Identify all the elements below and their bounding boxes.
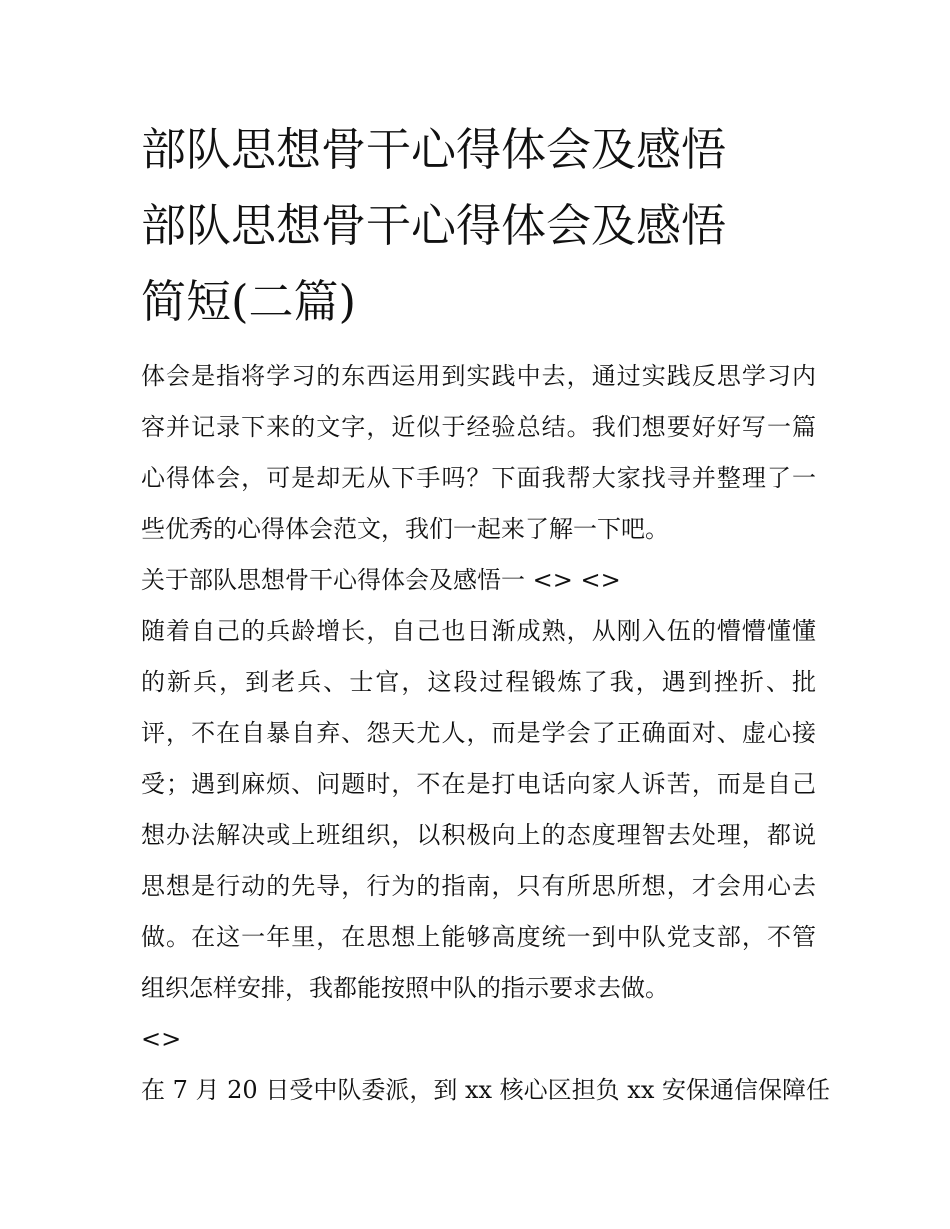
body-line: 受；遇到麻烦、问题时，不在是打电话向家人诉苦，而是自己 — [141, 770, 816, 798]
separator-marker: <> — [141, 1025, 182, 1053]
title-line: 部队思想骨干心得体会及感悟 — [141, 199, 727, 252]
intro-line: 心得体会，可是却无从下手吗？下面我帮大家找寻并整理了一 — [141, 464, 816, 492]
body-paragraph — [141, 606, 816, 1014]
body-line: 组织怎样安排，我都能按照中队的指示要求去做。 — [141, 974, 669, 1002]
final-line: 在 7 月 20 日受中队委派，到 xx 核心区担负 xx 安保通信保障任 — [141, 1076, 830, 1104]
body-line: 想办法解决或上班组织，以积极向上的态度理智去处理，都说 — [141, 821, 816, 849]
body-line: 随着自己的兵龄增长，自己也日渐成熟，从刚入伍的懵懵懂懂 — [141, 617, 816, 645]
intro-paragraph — [141, 351, 816, 555]
title-line: 简短(二篇) — [141, 275, 357, 328]
intro-line: 体会是指将学习的东西运用到实践中去，通过实践反思学习内 — [141, 362, 816, 390]
section-heading: 关于部队思想骨干心得体会及感悟一 <> <> — [141, 566, 621, 594]
intro-line: 容并记录下来的文字，近似于经验总结。我们想要好好写一篇 — [141, 413, 816, 441]
document-title — [141, 112, 816, 340]
body-line: 的新兵，到老兵、士官，这段过程锻炼了我，遇到挫折、批 — [141, 668, 816, 696]
intro-line: 些优秀的心得体会范文，我们一起来了解一下吧。 — [141, 515, 669, 543]
document-content — [141, 112, 830, 1116]
title-line: 部队思想骨干心得体会及感悟 — [141, 123, 727, 176]
body-line: 思想是行动的先导，行为的指南，只有所思所想，才会用心去 — [141, 872, 816, 900]
body-line: 评，不在自暴自弃、怨天尤人，而是学会了正确面对、虚心接 — [141, 719, 816, 747]
body-line: 做。在这一年里，在思想上能够高度统一到中队党支部，不管 — [141, 923, 816, 951]
